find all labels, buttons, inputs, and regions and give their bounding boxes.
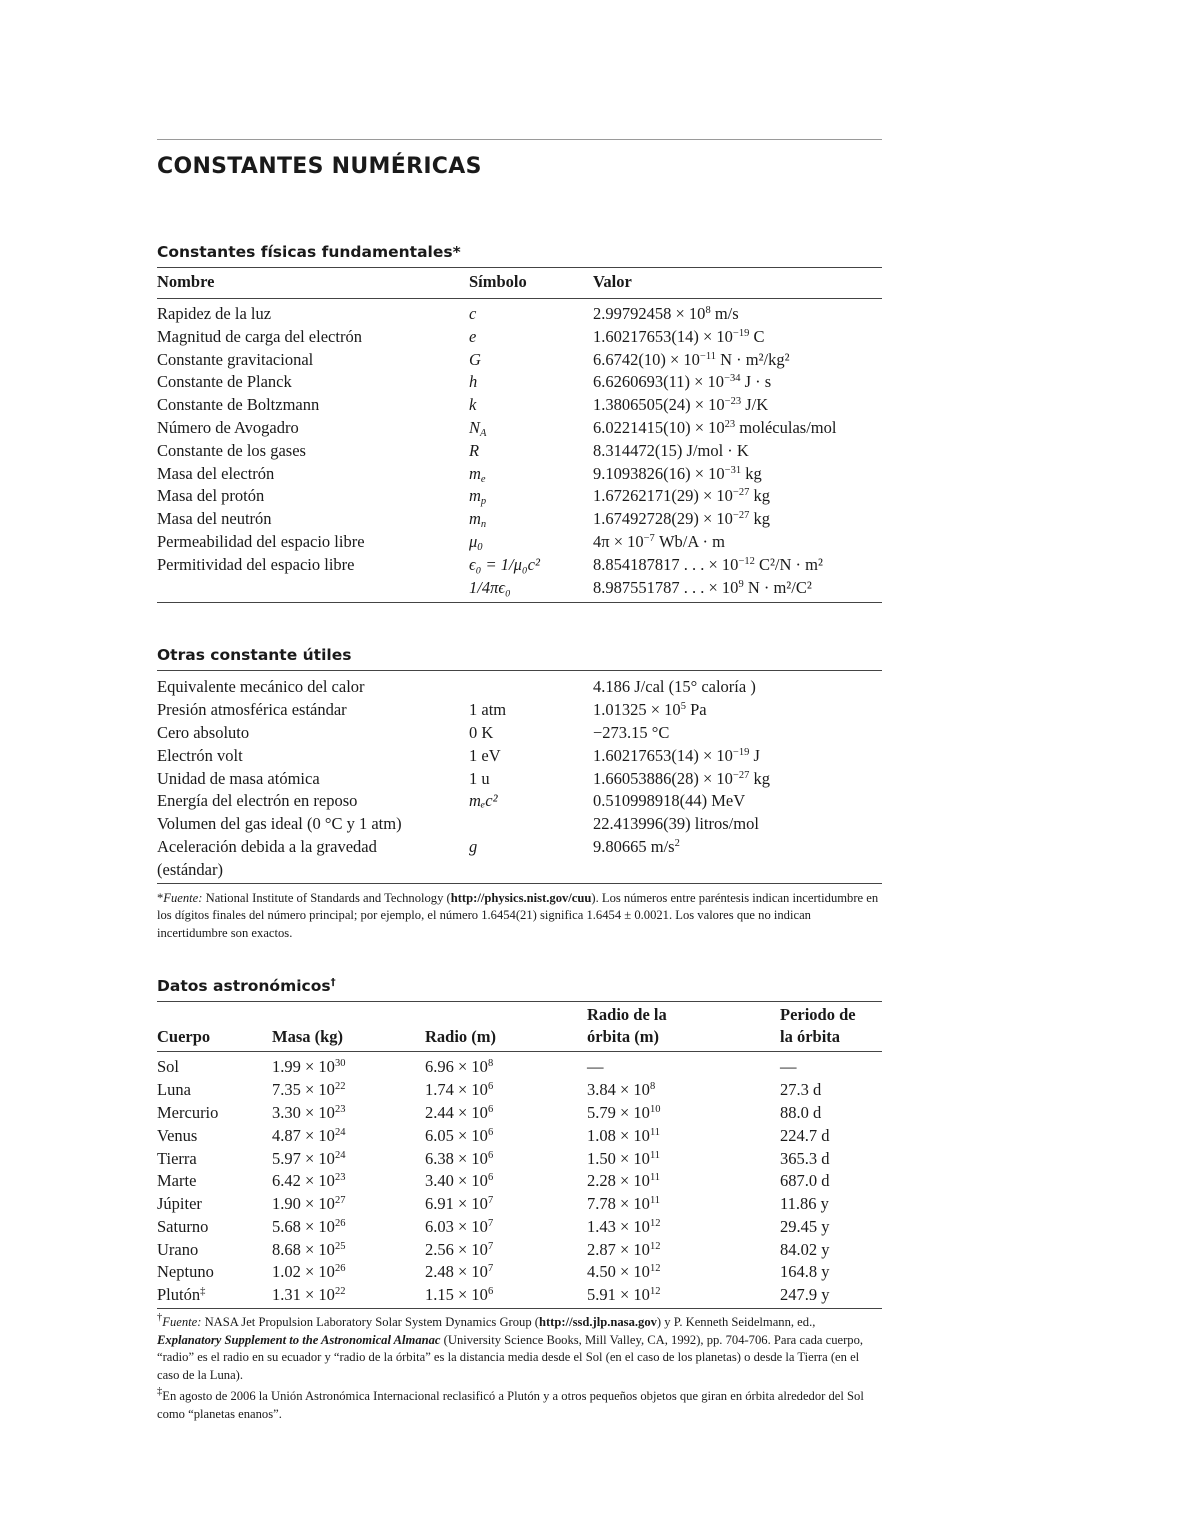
other-constant-name: Cero absoluto [157,722,250,742]
constant-symbol: k [469,395,477,415]
astro-table [157,1001,882,1307]
other-constant-symbol: 1 atm [469,700,507,720]
constant-name: Constante de los gases [157,440,306,460]
body-orbit-period: 164.8 y [780,1262,830,1282]
constant-name: Rapidez de la luz [157,304,272,323]
other-constant-value: 22.413996(39) litros/mol [593,814,759,834]
body-radius: $6.96 \times 10^8$ [425,1057,494,1077]
constant-value: $9.1093826(16) \times 10^{-31}$ kg [593,463,762,483]
body-orbit-radius: $2.28 \times 10^{11}$ [587,1171,661,1191]
other-constant-value: 0.510998918(44) MeV [593,791,746,811]
other-constant-name: Aceleración debida a la gravedad (estándar) [157,836,377,879]
body-radius: $6.91 \times 10^7$ [425,1194,494,1214]
body-mass: $1.90 \times 10^{27}$ [272,1194,346,1214]
other-constant-value: $1.60217653(14) \times 10^{-19}$ J [593,745,760,765]
top-rule [157,139,882,140]
constant-value: 8.314472(15) J/mol · K [593,440,749,460]
astro-row [157,1102,882,1125]
header-period: Periodo de la órbita [780,1005,856,1047]
body-orbit-period: 84.02 y [780,1239,830,1259]
body-orbit-radius: $5.79 \times 10^{10}$ [587,1102,661,1122]
constant-row [157,371,882,394]
constant-name: Masa del neutrón [157,509,272,529]
astro-heading: Datos astronómicos† [157,977,336,996]
constant-value: $1.67492728(29) \times 10^{-27}$ kg [593,509,770,529]
page-title: CONSTANTES NUMÉRICAS [157,154,482,179]
constant-symbol: G [469,349,481,369]
body-orbit-radius: $5.91 \times 10^{12}$ [587,1285,661,1305]
body-orbit-period: 365.3 d [780,1148,830,1168]
other-source-note: *Fuente: National Institute of Standards and Technology (http://physics.nist.gov/cuu). Los números entre paréntesis indican incertidumbre en los dígitos finales del número principal; por ejemplo, el número 1.6454(21) significa 1.6454 ± 0.0021. Los valores que no indican incertidumbre son exactos. [157,890,879,940]
body-mass: $5.68 \times 10^{26}$ [272,1216,346,1236]
constant-value: 8.854187817 . . . × $10^{-12}$ C²/N · m² [593,554,823,574]
header-orbit-radius: Radio de la órbita (m) [587,1005,667,1047]
body-orbit-period: 29.45 y [780,1216,830,1236]
body-orbit-period: 224.7 d [780,1125,830,1145]
constant-symbol: $\mu_0$ [469,531,483,553]
other-constant-row [157,768,882,791]
other-constant-name: Energía del electrón en reposo [157,791,358,811]
constant-name: Masa del electrón [157,463,275,483]
other-constant-value: $1.01325 \times 10^5$ Pa [593,700,707,720]
body-mass: $4.87 \times 10^{24}$ [272,1125,346,1145]
constant-value: $1.3806505(24) \times 10^{-23}$ J/K [593,395,769,415]
constant-symbol: ϵ₀ = 1/μ₀c² [469,554,540,574]
constant-name: Magnitud de carga del electrón [157,326,362,346]
astro-source-note: †Fuente: NASA Jet Propulsion Laboratory Solar System Dynamics Group (http://ssd.jlp.nasa.gov) y P. Kenneth Seidelmann, ed., Explanatory Supplement to the Astronomical Almanac (University Science Books, Mill Valley, CA, 1992), pp. 704-706. Para cada cuerpo, “radio” es el radio en su ecuador y “radio de la órbita” es la distancia media desde el Sol (en el caso de los planetas) o desde la Tierra (en el caso de la Luna). [157,1312,864,1382]
body-name: Sol [157,1057,180,1077]
body-mass: $1.31 \times 10^{22}$ [272,1285,346,1305]
header-name: Nombre [157,272,215,291]
other-constant-row [157,836,882,882]
page [157,139,882,1424]
constant-value: 8.987551787 . . . × $10^9$ N · m²/C² [593,577,812,597]
body-name: Marte [157,1171,197,1191]
other-constant-symbol: mₑc² [469,791,498,811]
other-constant-row [157,790,882,813]
constant-symbol: e [469,326,477,346]
other-constant-symbol: 1 eV [469,745,501,765]
constant-name [157,577,469,600]
constant-name: Constante de Planck [157,372,292,392]
body-orbit-period: 88.0 d [780,1102,822,1122]
other-constant-symbol [469,813,593,836]
constant-symbol: $m_e$ [469,463,486,485]
body-radius: $1.74 \times 10^6$ [425,1080,494,1100]
other-constant-symbol: 0 K [469,722,494,742]
other-constant-row [157,745,882,768]
constant-value: $1.67262171(29) \times 10^{-27}$ kg [593,486,770,506]
constant-row [157,326,882,349]
constant-symbol: R [469,440,480,460]
astro-row [157,1079,882,1102]
constant-name: Permitividad del espacio libre [157,554,355,574]
astro-header-row [157,1002,882,1052]
constant-name: Permeabilidad del espacio libre [157,531,365,551]
body-name: Urano [157,1239,199,1259]
body-orbit-radius: — [587,1057,604,1077]
constant-name: Masa del protón [157,486,265,506]
other-constant-symbol: g [469,836,478,856]
body-name: Mercurio [157,1102,219,1122]
body-mass: $5.97 \times 10^{24}$ [272,1148,346,1168]
other-constant-symbol [469,676,593,699]
constant-row [157,531,882,554]
other-constant-row [157,813,882,836]
astro-heading-mark: † [330,977,336,989]
other-constant-row [157,676,882,699]
astro-row [157,1148,882,1171]
book-title: Explanatory Supplement to the Astronomical Almanac [157,1332,441,1347]
constant-value: $1.60217653(14) \times 10^{-19}$ C [593,326,765,346]
body-mass: $3.30 \times 10^{23}$ [272,1102,346,1122]
constant-symbol: h [469,372,478,392]
other-constant-name: Volumen del gas ideal (0 °C y 1 atm) [157,814,402,834]
body-orbit-radius: $1.50 \times 10^{11}$ [587,1148,661,1168]
astro-row [157,1261,882,1284]
header-mass: Masa (kg) [272,1027,344,1047]
body-radius: $3.40 \times 10^6$ [425,1171,494,1191]
fundamental-heading: Constantes físicas fundamentales* [157,243,461,261]
body-name: Tierra [157,1148,197,1168]
header-symbol: Símbolo [469,272,527,291]
fundamental-table [157,267,882,599]
other-heading: Otras constante útiles [157,646,352,665]
body-orbit-period: 247.9 y [780,1285,830,1305]
constant-row [157,577,882,600]
other-constant-value: −273.15 °C [593,722,670,742]
constant-symbol: $N_A$ [469,417,487,439]
astro-row [157,1239,882,1262]
constant-value: $6.6260693(11) \times 10^{-34}$ J · s [593,372,772,392]
fundamental-header-row [157,268,882,299]
other-constant-name: Presión atmosférica estándar [157,700,347,720]
nasa-url: http://ssd.jlp.nasa.gov [538,1315,657,1330]
header-value: Valor [593,272,632,291]
body-mass: $8.68 \times 10^{25}$ [272,1239,346,1259]
header-body: Cuerpo [157,1027,211,1047]
body-name: Saturno [157,1216,209,1236]
constant-row [157,554,882,577]
body-orbit-period: 687.0 d [780,1171,830,1191]
astro-row [157,1284,882,1307]
body-radius: $2.48 \times 10^7$ [425,1262,494,1282]
body-name: Venus [157,1125,198,1145]
body-mass: $1.99 \times 10^{30}$ [272,1057,346,1077]
constant-symbol: $m_n$ [469,509,487,531]
fundamental-heading-mark: * [452,243,461,261]
body-orbit-radius: $1.08 \times 10^{11}$ [587,1125,661,1145]
other-constant-row [157,699,882,722]
body-name: Neptuno [157,1262,214,1282]
body-radius: $2.44 \times 10^6$ [425,1102,494,1122]
pluto-note: ‡En agosto de 2006 la Unión Astronómica Internacional reclasificó a Plutón y a otros pequeños objetos que giran en órbita alrededor del Sol como “planetas enanos”. [157,1386,864,1422]
body-radius: $6.38 \times 10^6$ [425,1148,494,1168]
astro-row [157,1216,882,1239]
body-orbit-period: 27.3 d [780,1080,822,1100]
constant-name: Constante de Boltzmann [157,395,320,415]
other-constant-value: $1.66053886(28) \times 10^{-27}$ kg [593,768,770,788]
body-orbit-period: — [780,1057,797,1077]
astro-row [157,1193,882,1216]
constant-value: $4\pi \times 10^{-7}$ Wb/A · m [593,531,725,551]
constant-name: Constante gravitacional [157,349,314,369]
astro-row [157,1125,882,1148]
body-radius: $6.03 \times 10^7$ [425,1216,494,1236]
constant-row [157,417,882,440]
astro-row [157,1052,882,1079]
body-radius: $1.15 \times 10^6$ [425,1285,494,1305]
body-name: Plutón‡ [157,1285,206,1305]
constant-symbol: 1/4πϵ₀ [469,577,511,597]
constant-row [157,508,882,531]
header-radius: Radio (m) [425,1027,497,1047]
body-mass: $6.42 \times 10^{23}$ [272,1171,346,1191]
body-mass: $1.02 \times 10^{26}$ [272,1262,346,1282]
other-constant-name: Unidad de masa atómica [157,768,320,788]
constant-symbol: c [469,304,477,323]
other-table [157,676,882,881]
constant-row [157,349,882,372]
body-mass: $7.35 \times 10^{22}$ [272,1080,346,1100]
body-orbit-radius: $4.50 \times 10^{12}$ [587,1262,661,1282]
other-constant-row [157,722,882,745]
constant-row [157,463,882,486]
constant-row [157,440,882,463]
body-orbit-period: 11.86 y [780,1194,829,1214]
other-constant-name: Equivalente mecánico del calor [157,677,365,697]
nist-url: http://physics.nist.gov/cuu [450,890,592,905]
constant-row [157,485,882,508]
astro-row [157,1170,882,1193]
body-radius: $2.56 \times 10^7$ [425,1239,494,1259]
body-orbit-radius: $2.87 \times 10^{12}$ [587,1239,661,1259]
body-orbit-radius: $7.78 \times 10^{11}$ [587,1194,661,1214]
body-orbit-radius: $3.84 \times 10^8$ [587,1080,656,1100]
body-radius: $6.05 \times 10^6$ [425,1125,494,1145]
constant-symbol: $m_p$ [469,486,487,508]
other-constant-name: Electrón volt [157,745,243,765]
constant-value: $6.6742(10) \times 10^{-11}$ N · m²/kg² [593,349,790,369]
astro-bottom-rule [157,1308,882,1309]
constant-name: Número de Avogadro [157,417,299,437]
constant-row [157,299,882,326]
other-constant-symbol: 1 u [469,768,490,788]
body-name: Júpiter [157,1194,202,1214]
constant-row [157,394,882,417]
constant-value: $6.0221415(10) \times 10^{23}$ moléculas/mol [593,417,837,437]
constant-value: $2.99792458 \times 10^8$ m/s [593,304,739,323]
other-constant-value: 9.80665 $m/s^2$ [593,836,680,856]
body-orbit-radius: $1.43 \times 10^{12}$ [587,1216,661,1236]
other-constant-value: 4.186 J/cal (15° caloría ) [593,677,756,697]
body-name: Luna [157,1080,191,1100]
other-bottom-rule [157,883,882,884]
